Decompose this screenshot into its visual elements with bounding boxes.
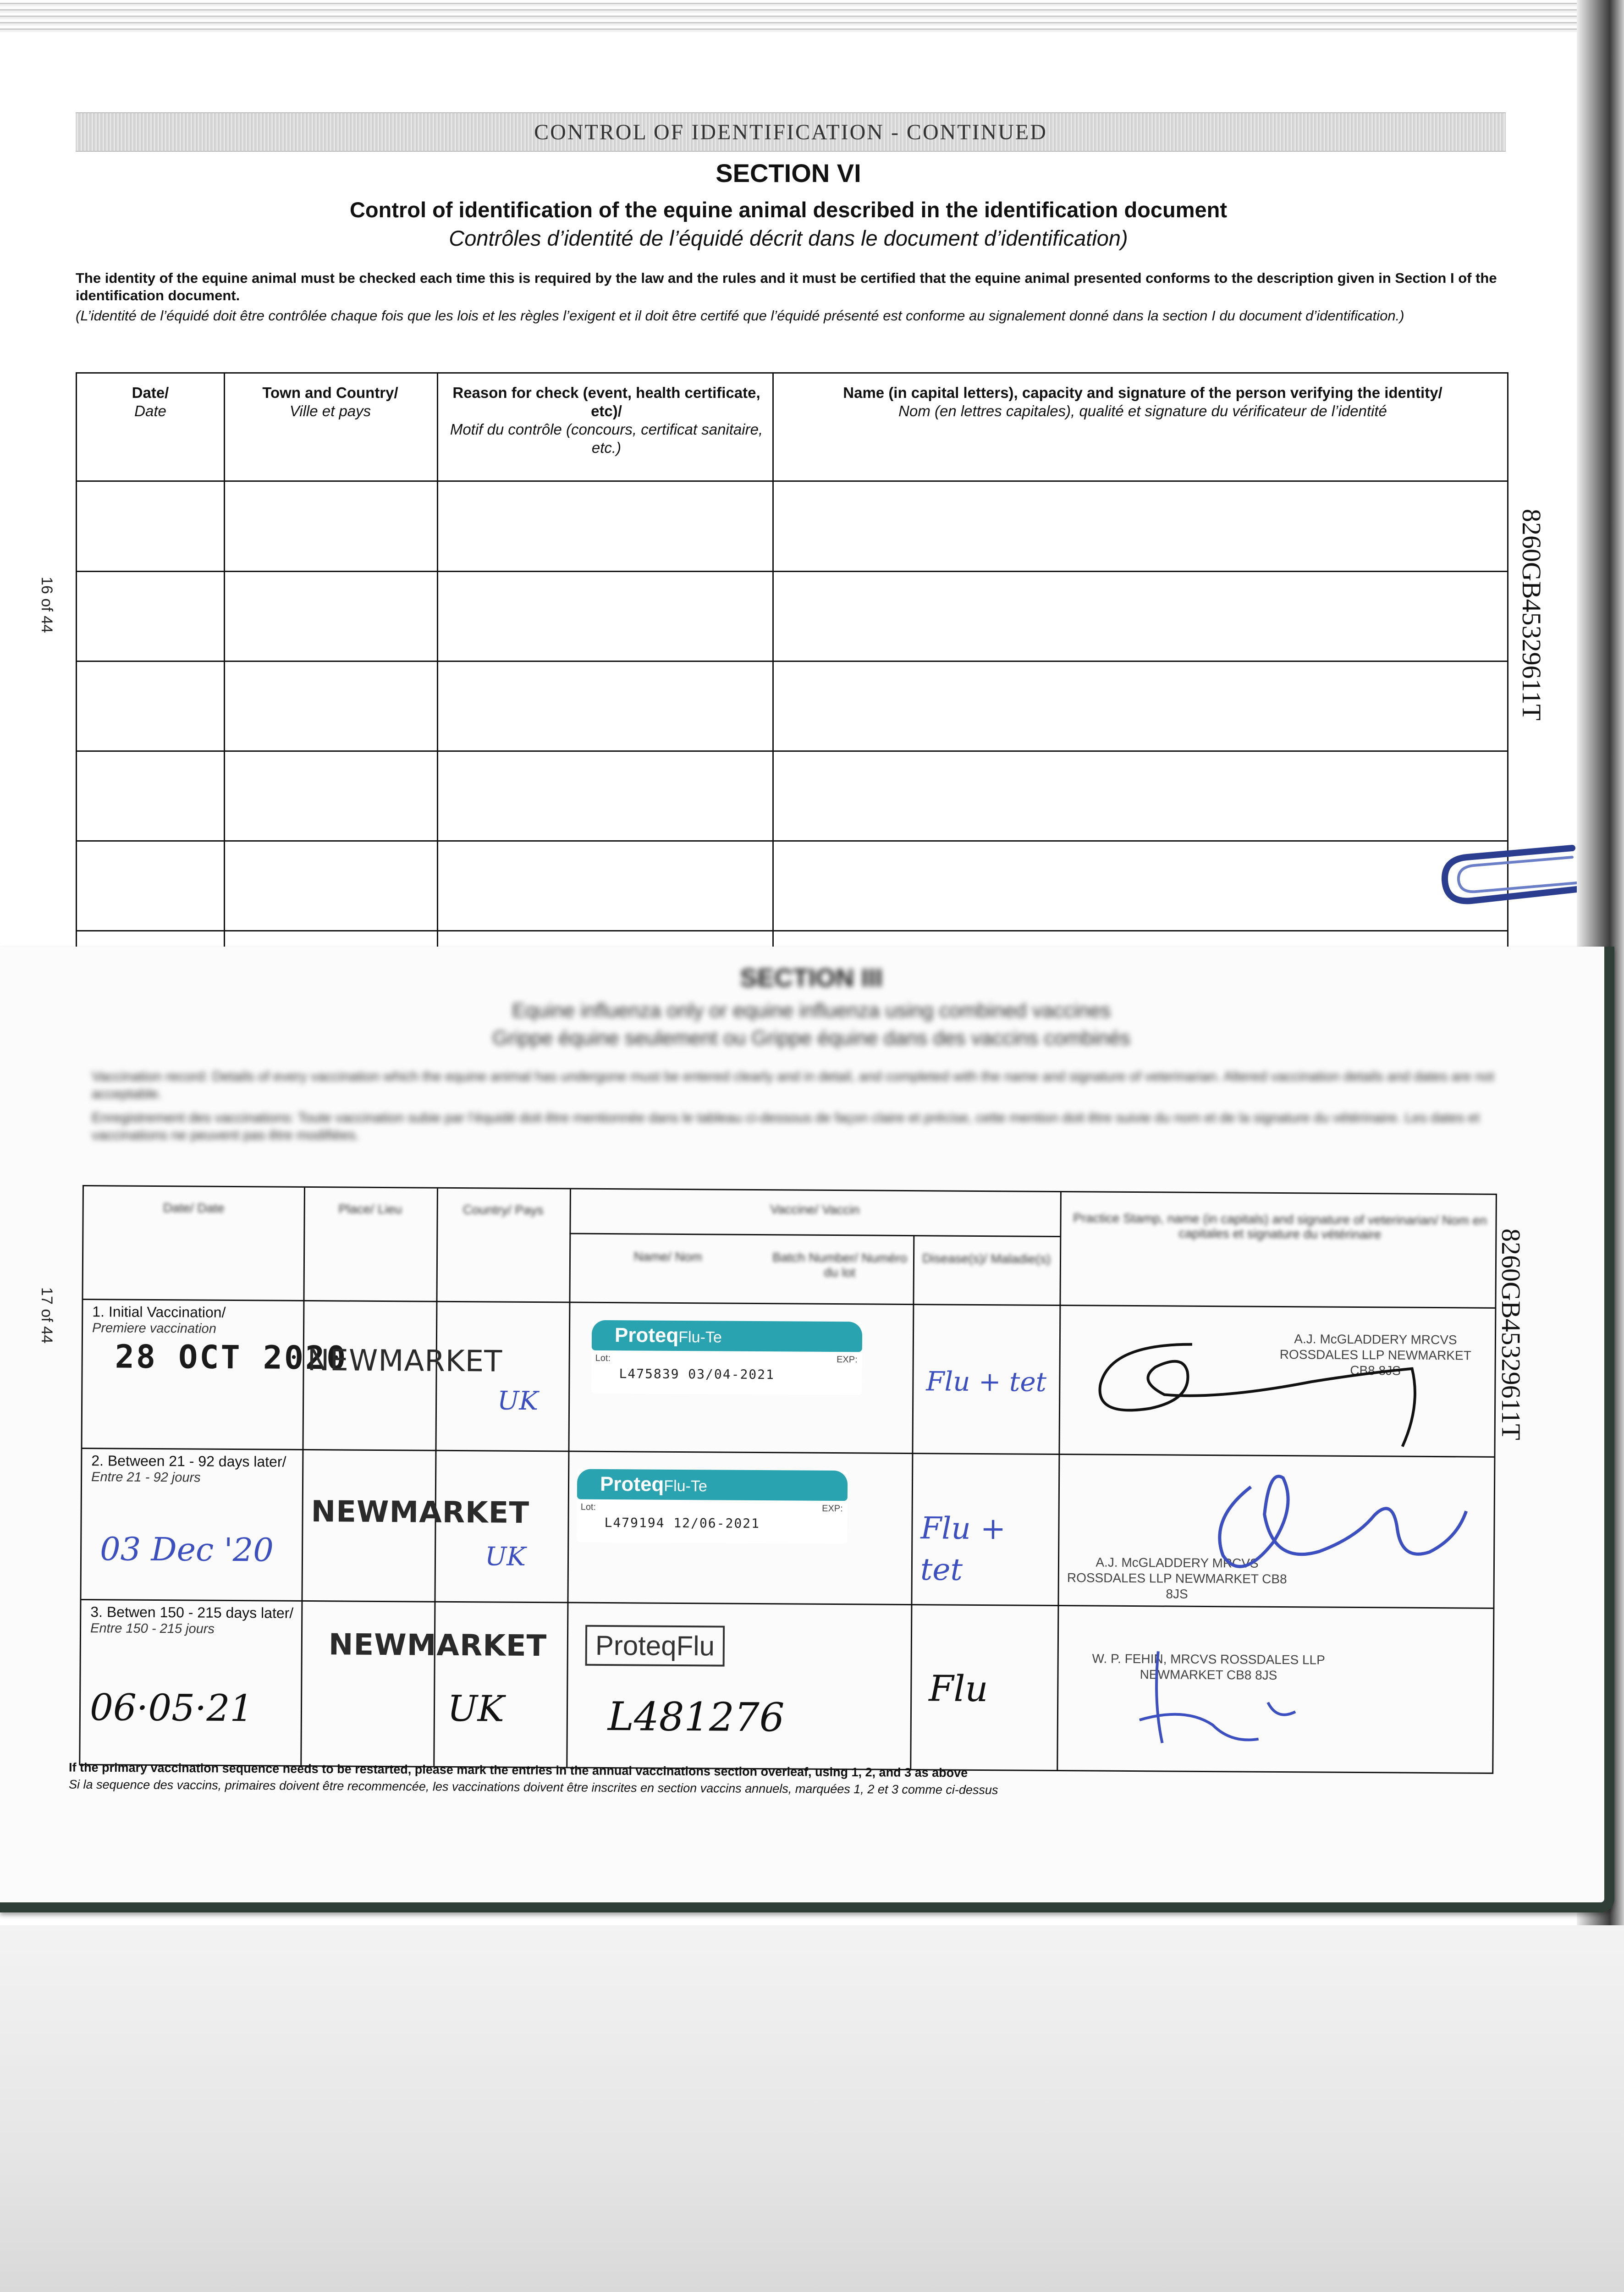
batch-number: L475839 03/04-2021 (619, 1366, 775, 1383)
column-header-disease: Disease(s)/ Maladie(s) (922, 1251, 1051, 1266)
section-banner: CONTROL OF IDENTIFICATION - CONTINUED (76, 112, 1506, 152)
row-label-second: 2. Between 21 - 92 days later/ Entre 21 - 92 jours (91, 1452, 286, 1485)
disease-handwritten: Flu + tet (926, 1366, 1047, 1398)
column-header-name: Name (in capital letters), capacity and signature of the person verifying the identity/ Nom (en lettres capitales), qualité et signature du vérificateur de l’identité (843, 384, 1442, 419)
table-divider (437, 374, 438, 965)
practice-stamp: A.J. McGLADDERY MRCVS ROSSDALES LLP NEWMARKET CB8 8JS (1279, 1332, 1471, 1378)
page-number-lower: 17 of 44 (38, 1287, 55, 1344)
table-divider (569, 1233, 1060, 1237)
row-label-third: 3. Betwen 150 - 215 days later/ Entre 150 - 215 jours (90, 1603, 294, 1636)
column-header-place: Place/ Lieu (338, 1201, 402, 1217)
lot-label: Lot: (595, 1353, 611, 1364)
date-handwritten: 06·05·21 (89, 1686, 253, 1730)
vaccination-table (79, 1185, 1497, 1774)
table-divider (910, 1235, 914, 1769)
column-header-batch: Batch Number/ Numéro du lot (772, 1250, 908, 1280)
practice-stamp: W. P. FEHIN, MRCVS ROSSDALES LLP NEWMARKET CB8 8JS (1092, 1651, 1325, 1682)
signature-blue (1112, 1633, 1387, 1772)
place-stamp: NEWMARKET (311, 1495, 530, 1530)
lower-subtitle-2: Grippe équine seulement ou Grippe équine dans des vaccins combinés (492, 1027, 1130, 1049)
document-id-lower: 8260GB45329611T (1496, 1229, 1526, 1440)
subtitle-english: Control of identification of the equine animal described in the identification document (349, 198, 1228, 222)
brand-suffix: Flu-Te (664, 1477, 707, 1495)
footer-note-english: If the primary vaccination sequence needs to be restarted, please mark the entries in the annual vaccinations section overleaf, using 1, 2, and 3 as above (68, 1760, 968, 1780)
vaccine-sticker (577, 1469, 848, 1544)
batch-number: L479194 12/06-2021 (604, 1515, 760, 1532)
exp-label: EXP: (837, 1355, 858, 1365)
vaccine-box-stamp: ProteqFlu (585, 1625, 725, 1667)
table-divider (224, 374, 225, 965)
place-stamp: NEWMARKET (328, 1628, 547, 1664)
batch-handwritten: L481276 (607, 1694, 785, 1741)
country-handwritten: UK (497, 1386, 539, 1416)
table-row (77, 480, 1507, 482)
exp-label: EXP: (822, 1503, 843, 1514)
page-number-upper: 16 of 44 (38, 577, 55, 633)
date-stamp: 28 OCT 2020 (115, 1338, 348, 1377)
table-row (77, 750, 1507, 752)
disease-handwritten: Flu + tet (920, 1510, 1006, 1587)
intro-english: The identity of the equine animal must be checked each time this is required by the law and the rules and it must be certified that the equine animal presented conforms to the description given in Section I of the identification document. (76, 270, 1497, 303)
sticker-brand (600, 1473, 707, 1496)
column-header-town: Town and Country/ Ville et pays (262, 384, 398, 419)
lower-section-title: SECTION III (740, 963, 883, 992)
signature-black (1073, 1311, 1486, 1451)
column-header-vaccine-name: Name/ Nom (633, 1249, 702, 1264)
subtitle-french: Contrôles d’identité de l’équidé décrit dans le document d’identification) (449, 226, 1128, 250)
table-row (77, 840, 1507, 842)
document-id-upper: 8260GB45329611T (1517, 509, 1547, 721)
lower-intro-french: Enregistrement des vaccinations: Toute vaccination subie par l’équidé doit être mentionnée dans le tableau ci-dessous de façon claire et précise, cette mention doit être suivie du nom et de la signature du vétérinaire. Les dates et vaccinations ne peuvent pas être modifiées. (92, 1110, 1480, 1143)
vaccine-sticker (591, 1320, 862, 1395)
column-header-reason: Reason for check (event, health certificate, etc)/ Motif du contrôle (concours, certificat sanitaire, etc.) (450, 384, 763, 456)
table-row (77, 930, 1507, 931)
signature-blue (1181, 1459, 1480, 1608)
row-label-initial: 1. Initial Vaccination/ Premiere vaccination (92, 1303, 226, 1336)
country-handwritten: UK (484, 1542, 526, 1572)
scan-background (0, 1925, 1624, 2292)
brand-name: Proteq (614, 1324, 679, 1347)
column-header-practice: Practice Stamp, name (in capitals) and signature of veterinarian/ Nom en capitales et signature du vétérinaire (1073, 1211, 1487, 1242)
table-row (77, 661, 1507, 662)
date-handwritten: 03 Dec '20 (99, 1530, 274, 1569)
section-title: SECTION VI (716, 159, 861, 187)
table-divider (1057, 1192, 1062, 1770)
practice-stamp: A.J. McGLADDERY MRCVS ROSSDALES LLP NEWMARKET CB8 8JS (1067, 1555, 1287, 1601)
brand-suffix: Flu-Te (678, 1328, 722, 1346)
table-divider (772, 374, 774, 965)
brand-name: Proteq (600, 1472, 664, 1496)
place-stamp: NEWMARKET (307, 1344, 503, 1379)
column-header-vaccine: Vaccine/ Vaccin (770, 1202, 860, 1217)
identification-check-table (76, 372, 1508, 965)
footer-note-french: Si la sequence des vaccins, primaires doivent être recommencée, les vaccinations doivent être inscrites en section vaccins annuels, marquées 1, 2 et 3 comme ci-dessus (68, 1777, 998, 1797)
sticker-brand (615, 1324, 722, 1347)
column-header-country: Country/ Pays (462, 1202, 544, 1218)
table-divider (566, 1189, 571, 1767)
column-header-date: Date/ Date (163, 1201, 225, 1215)
column-header-date: Date/ Date (132, 384, 169, 419)
intro-french: (L’identité de l’équidé doit être contrôlée chaque fois que les lois et les règles l’exigent et il doit être certifé que l’équidé présenté est conforme au signalement donné dans la section I du document d’identification.) (76, 308, 1404, 324)
scan-top-edge (0, 0, 1624, 32)
lower-intro-english: Vaccination record: Details of every vaccination which the equine animal has undergone must be entered clearly and in detail, and completed with the name and signature of veterinarian. Altered vaccination details and dates are not acceptable. (92, 1069, 1494, 1102)
lower-subtitle-1: Equine influenza only or equine influenza using combined vaccines (512, 999, 1111, 1022)
table-divider (433, 1189, 438, 1766)
country-handwritten: UK (447, 1688, 505, 1730)
lot-label: Lot: (580, 1502, 596, 1512)
paper-clip-icon (1439, 839, 1577, 921)
table-row (77, 571, 1507, 572)
disease-handwritten: Flu (929, 1668, 988, 1710)
